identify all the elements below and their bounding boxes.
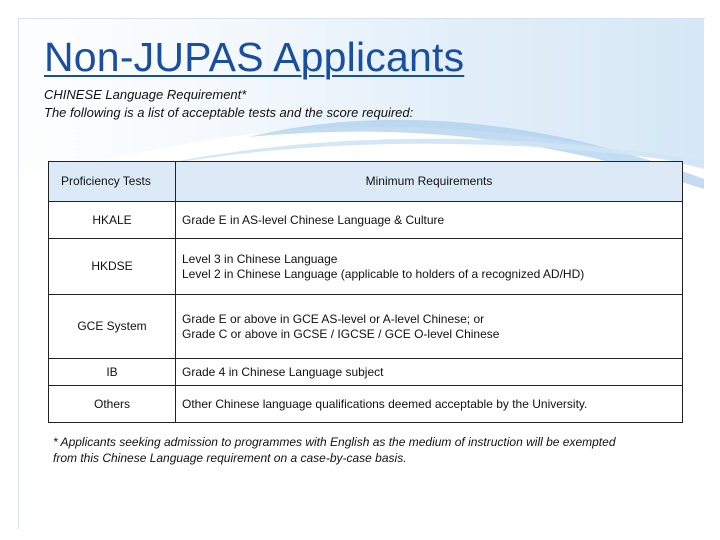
table-row: [49, 202, 683, 239]
requirement: [176, 359, 683, 386]
requirement-line: Level 3 in Chinese Language: [182, 251, 338, 266]
table-row: [49, 239, 683, 295]
test-name: Others: [49, 386, 176, 423]
table-row: [49, 295, 683, 359]
subtitle-requirement: CHINESE Language Requirement*: [44, 87, 247, 102]
subtitle-description: The following is a list of acceptable tests and the score required:: [44, 105, 414, 120]
test-name: GCE System: [49, 295, 176, 359]
requirement-line: Other Chinese language qualifications deemed acceptable by the University.: [182, 396, 588, 411]
footnote: [53, 434, 693, 466]
requirement: [176, 202, 683, 239]
requirement: [176, 239, 683, 295]
requirements-table: [48, 161, 683, 423]
test-name: IB: [49, 359, 176, 386]
footnote-line: * Applicants seeking admission to programmes with English as the medium of instruction will be exempted: [53, 435, 616, 449]
slide-subtitle: [44, 86, 413, 122]
table-header-row: [49, 162, 683, 202]
header-proficiency-tests: Proficiency Tests: [49, 162, 176, 202]
requirement-line: Grade E in AS-level Chinese Language & Culture: [182, 212, 445, 227]
footnote-line: from this Chinese Language requirement on a case-by-case basis.: [53, 451, 407, 465]
test-name: HKALE: [49, 202, 176, 239]
requirement: [176, 295, 683, 359]
slide-title: Non-JUPAS Applicants: [44, 34, 465, 80]
requirement-line: Level 2 in Chinese Language (applicable to holders of a recognized AD/HD): [182, 266, 585, 281]
table-row: [49, 359, 683, 386]
table-row: [49, 386, 683, 423]
header-minimum-requirements: Minimum Requirements: [176, 162, 683, 202]
requirement: [176, 386, 683, 423]
requirement-line: Grade 4 in Chinese Language subject: [182, 364, 384, 379]
requirement-line: Grade C or above in GCSE / IGCSE / GCE O-level Chinese: [182, 326, 500, 341]
test-name: HKDSE: [49, 239, 176, 295]
requirement-line: Grade E or above in GCE AS-level or A-level Chinese; or: [182, 311, 485, 326]
